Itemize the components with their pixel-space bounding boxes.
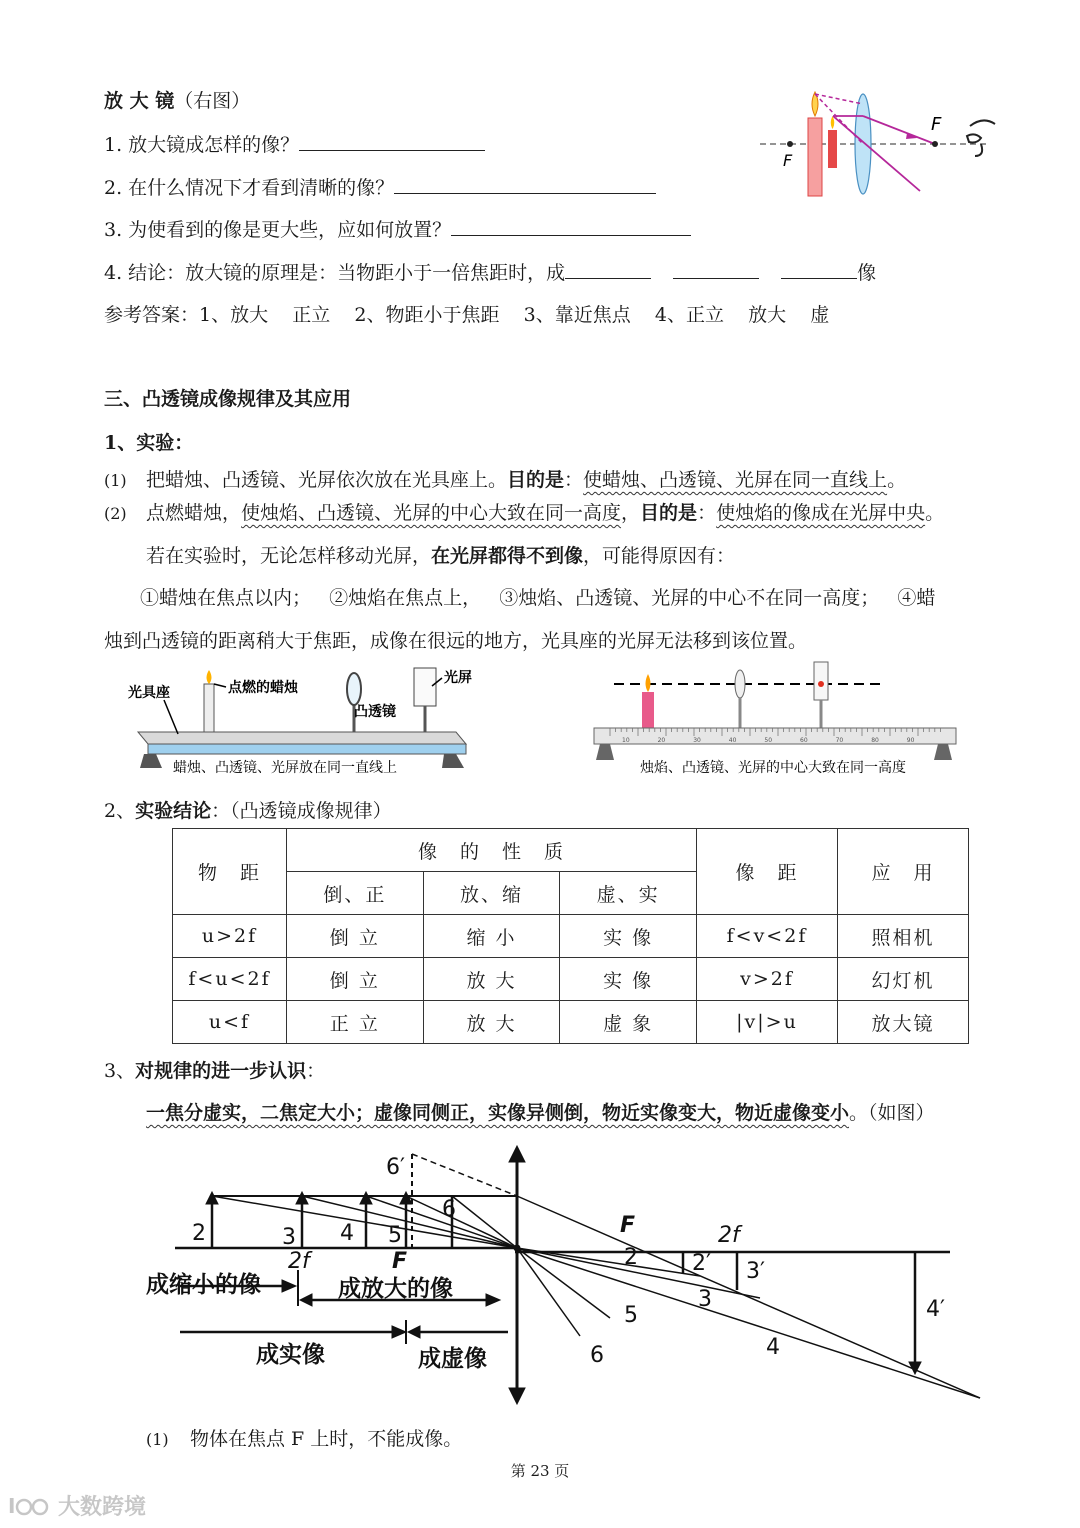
conclusion-title	[104, 796, 392, 823]
question-4	[104, 258, 876, 285]
item-2-colon: ：	[697, 502, 717, 524]
virtual-image-candle	[808, 118, 822, 196]
optical-center-dot	[514, 1245, 520, 1251]
ruler-leg-right	[934, 744, 952, 760]
cell-kind: 虚 象	[560, 1001, 697, 1044]
item-2-purpose: 使烛焰的像成在光屏中央	[716, 502, 926, 524]
virtual-ray	[412, 1154, 517, 1196]
reason-line-1: ①蜡烛在焦点以内； ②烛焰在焦点上， ③烛焰、凸透镜、光屏的中心不在同一高度； ④蜡	[140, 587, 936, 609]
conclusion-title-bold: 实验结论	[135, 800, 212, 822]
label-image-4p: 4′	[926, 1297, 945, 1322]
cell-object-distance: u<f	[173, 1001, 287, 1044]
item-1-end: 。	[887, 469, 907, 491]
ruler-tick-label: 70	[835, 737, 844, 744]
ruler-tick-label: 30	[693, 737, 701, 744]
experiment-item-2	[104, 498, 944, 525]
item-2-text: 点燃蜡烛，	[146, 502, 242, 524]
answer-blank-4b[interactable]	[673, 258, 759, 279]
table-row	[173, 1001, 969, 1044]
ruler-tick-label: 20	[657, 737, 666, 744]
fig2-ruler	[594, 728, 956, 744]
cell-application: 幻灯机	[838, 958, 969, 1001]
candle	[204, 684, 214, 732]
rule-summary-end: 。（如图）	[849, 1102, 935, 1124]
label-f-right: F	[620, 1213, 636, 1238]
label-object-6: 6	[442, 1197, 456, 1222]
ruler-tick-label: 10	[622, 737, 630, 744]
fig1-caption: 蜡烛、凸透镜、光屏放在同一直线上	[173, 760, 397, 776]
ruler-tick-label: 60	[800, 737, 808, 744]
reason-intro	[146, 541, 735, 568]
cell-size: 放 大	[423, 1001, 560, 1044]
answer-blank-4a[interactable]	[565, 258, 651, 279]
cell-image-distance: |v|>u	[697, 1001, 838, 1044]
label-object-3: 3	[282, 1225, 296, 1250]
ruler-tick-label: 40	[728, 737, 737, 744]
item-1-purpose: 使蜡烛、凸透镜、光屏在同一直线上	[583, 469, 888, 491]
fig2-caption: 烛焰、凸透镜、光屏的中心大致在同一高度	[640, 760, 906, 776]
same-height-figure	[592, 656, 962, 780]
ruler-tick-label: 50	[764, 737, 773, 744]
item-2-purpose-label: 目的是	[640, 502, 698, 524]
item-2-action: 使烛焰、凸透镜、光屏的中心大致在同一高度	[241, 502, 622, 524]
ray-3-out	[517, 1248, 760, 1298]
bench-screen	[414, 668, 436, 706]
ray-center	[833, 116, 920, 191]
reference-answers: 参考答案：1、放大 正立 2、物距小于焦距 3、靠近焦点 4、正立 放大 虚	[104, 304, 830, 326]
reason-intro-b: ，可能得原因有：	[583, 545, 736, 567]
label-candle: 点燃的蜡烛	[228, 680, 298, 696]
ruler-tick-label: 80	[871, 737, 879, 744]
imaging-rules-table	[172, 828, 969, 1044]
label-screen: 光屏	[444, 670, 472, 686]
cell-orientation: 倒 立	[287, 915, 424, 958]
zone-arrow-4-icon	[408, 1326, 420, 1338]
cell-size: 放 大	[423, 958, 560, 1001]
zone-arrow-2-left-icon	[300, 1294, 312, 1306]
focus-left-label: F	[783, 151, 793, 170]
label-object-4: 4	[340, 1221, 354, 1246]
label-2f-left: 2f	[288, 1249, 310, 1274]
question-1	[104, 130, 485, 157]
further-title	[104, 1056, 325, 1083]
label-bench: 光具座	[128, 685, 170, 701]
eye-icon	[967, 120, 995, 156]
experiment-title: 1、实验：	[104, 432, 194, 454]
lens-arrow-bottom-icon	[509, 1388, 525, 1404]
label-image-3p: 3′	[746, 1259, 765, 1284]
magnifier-figure	[755, 86, 1005, 201]
leader-bench	[164, 700, 178, 734]
section-3-title: 三、凸透镜成像规律及其应用	[104, 388, 352, 410]
subheader-orientation: 倒、正	[287, 872, 424, 915]
reason-intro-bold: 在光屏都得不到像	[431, 545, 584, 567]
label-f-left: F	[392, 1249, 408, 1274]
note-1-text: 物体在焦点 F 上时，不能成像。	[190, 1428, 463, 1450]
cell-object-distance: u>2f	[173, 915, 287, 958]
table-row	[173, 958, 969, 1001]
cell-orientation: 倒 立	[287, 958, 424, 1001]
lens-arrow-top-icon	[509, 1146, 525, 1162]
ray-refracted-focus	[517, 1196, 980, 1398]
zone-arrow-3-icon	[392, 1326, 406, 1338]
magnifier-heading-text: 放 大 镜	[104, 90, 175, 112]
ruler-leg-left	[596, 744, 614, 760]
further-num: 3、	[104, 1060, 136, 1082]
image-flame-icon	[818, 681, 824, 687]
lens-ray-diagram	[140, 1140, 990, 1412]
bench-scale	[148, 744, 466, 754]
label-zone-virtual: 成虚像	[418, 1346, 487, 1372]
answer-blank-2[interactable]	[394, 173, 656, 194]
question-2-text: 2. 在什么情况下才看到清晰的像？	[104, 177, 395, 199]
label-ray-2: 2	[624, 1245, 638, 1270]
watermark-logo-icon	[8, 1493, 52, 1519]
reason-line-2: 烛到凸透镜的距离稍大于焦距，成像在很远的地方，光具座的光屏无法移到该位置。	[104, 630, 808, 652]
ruler-tick-label: 90	[906, 737, 915, 744]
subheader-kind: 虚、实	[560, 872, 697, 915]
question-4-suffix: 像	[857, 262, 877, 284]
cell-kind: 实 像	[560, 958, 697, 1001]
answer-blank-1[interactable]	[299, 130, 485, 151]
item-1-text: 把蜡烛、凸透镜、光屏依次放在光具座上。	[146, 469, 508, 491]
table-row	[173, 915, 969, 958]
header-object-distance: 物 距	[173, 829, 287, 915]
candle-flame-icon	[207, 670, 212, 684]
question-3-text: 3. 为使看到的像是更大些，应如何放置？	[104, 219, 452, 241]
object-candle	[828, 130, 837, 168]
ray-6-out	[517, 1248, 580, 1336]
leader-candle	[214, 684, 226, 687]
bench-leg-right	[442, 754, 464, 768]
question-1-text: 1. 放大镜成怎样的像？	[104, 134, 300, 156]
experiment-item-1	[104, 465, 906, 492]
cell-image-distance: f<v<2f	[697, 915, 838, 958]
ray-virtual-1	[815, 94, 863, 104]
focus-left-dot	[787, 141, 793, 147]
rule-summary-text: 一焦分虚实，二焦定大小；虚像同侧正，实像异侧倒，物近实像变大，物近虚像变小	[146, 1102, 850, 1124]
candle-flame-icon	[831, 116, 835, 129]
rule-summary	[146, 1098, 935, 1125]
header-image-nature: 像 的 性 质	[287, 829, 697, 872]
cell-application: 照相机	[838, 915, 969, 958]
further-title-bold: 对规律的进一步认识	[135, 1060, 307, 1082]
question-3	[104, 215, 691, 242]
further-colon: ：	[306, 1060, 326, 1082]
label-ray-5: 5	[624, 1303, 638, 1328]
focus-right-label: F	[931, 114, 942, 135]
watermark	[8, 1490, 146, 1521]
candle-flame-icon	[646, 674, 651, 692]
label-image-2p: 2′	[692, 1251, 711, 1276]
magnifier-heading-note: （右图）	[174, 90, 251, 112]
label-2f-right: 2f	[718, 1223, 740, 1248]
label-image-6p: 6′	[386, 1155, 405, 1180]
svg-text:I: I	[8, 1493, 16, 1518]
conclusion-num: 2、	[104, 800, 136, 822]
label-zone-small: 成缩小的像	[146, 1272, 261, 1298]
answer-blank-4c[interactable]	[781, 258, 857, 279]
focus-right-dot	[932, 141, 938, 147]
object-3-arrow-icon	[296, 1192, 308, 1204]
item-1-number: (1)	[104, 471, 127, 490]
item-2-comma: ，	[621, 502, 641, 524]
watermark-text: 大数跨境	[58, 1495, 147, 1520]
label-object-2: 2	[192, 1221, 206, 1246]
cell-application: 放大镜	[838, 1001, 969, 1044]
header-image-distance: 像 距	[697, 829, 838, 915]
bench-lens	[347, 673, 361, 705]
fig2-lens	[735, 670, 745, 698]
label-lens: 凸透镜	[354, 704, 396, 720]
optical-bench-figure	[126, 662, 476, 780]
answer-blank-3[interactable]	[451, 215, 691, 236]
header-application: 应 用	[838, 829, 969, 915]
question-4-text: 4. 结论：放大镜的原理是：当物距小于一倍焦距时，成	[104, 262, 566, 284]
zone-arrow-1-icon	[282, 1280, 296, 1292]
page-number: 第 23 页	[510, 1462, 570, 1480]
label-ray-4: 4	[766, 1335, 780, 1360]
item-2-number: (2)	[104, 504, 127, 523]
question-2	[104, 173, 656, 200]
cell-kind: 实 像	[560, 915, 697, 958]
item-1-purpose-label: 目的是	[507, 469, 565, 491]
cell-orientation: 正 立	[287, 1001, 424, 1044]
candle	[642, 692, 654, 728]
note-1	[146, 1424, 462, 1451]
label-object-5: 5	[388, 1223, 402, 1248]
ray-refracted-1	[863, 116, 935, 144]
label-ray-6: 6	[590, 1343, 604, 1368]
bench-leg-left	[140, 754, 162, 768]
ray-5-out	[517, 1248, 610, 1318]
cell-image-distance: v>2f	[697, 958, 838, 1001]
object-2-arrow-icon	[206, 1192, 218, 1204]
item-2-end: 。	[925, 502, 945, 524]
bench-top	[138, 732, 466, 744]
item-1-colon: ：	[564, 469, 584, 491]
zone-arrow-2-right-icon	[486, 1294, 500, 1306]
cell-object-distance: f<u<2f	[173, 958, 287, 1001]
reason-intro-a: 若在实验时，无论怎样移动光屏，	[146, 545, 432, 567]
note-1-number: (1)	[146, 1430, 169, 1449]
label-ray-3: 3	[698, 1287, 712, 1312]
label-zone-real: 成实像	[256, 1342, 325, 1368]
cell-size: 缩 小	[423, 915, 560, 958]
conclusion-title-rest: ：（凸透镜成像规律）	[211, 800, 392, 822]
subheader-size: 放、缩	[423, 872, 560, 915]
magnifier-heading	[104, 86, 250, 113]
label-zone-large: 成放大的像	[338, 1276, 453, 1302]
